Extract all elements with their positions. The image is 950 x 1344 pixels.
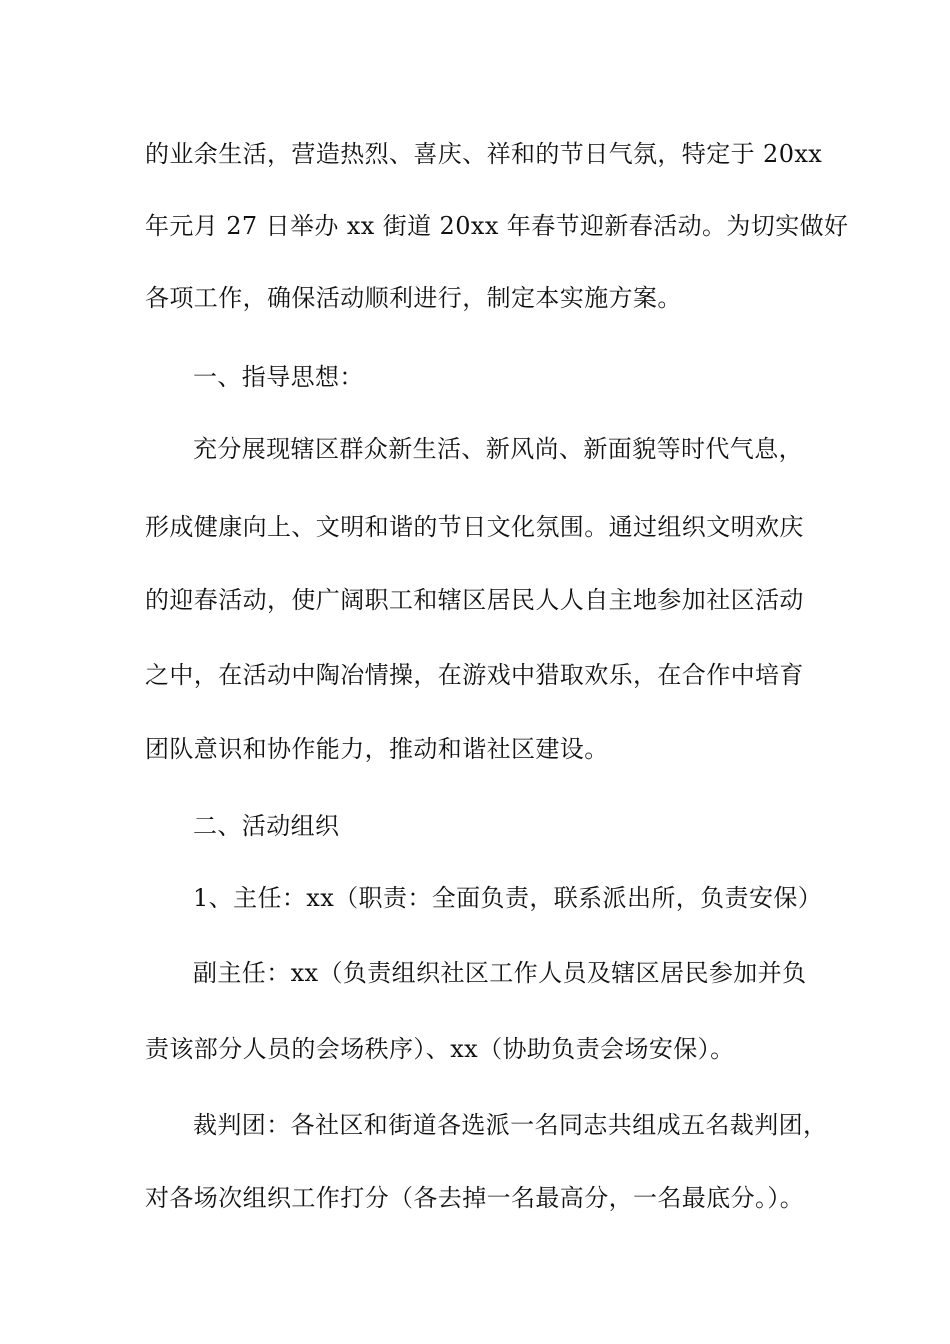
section-heading: 一、指导思想： [193, 363, 364, 391]
paragraph-line: 之中，在活动中陶冶情操，在游戏中猎取欢乐，在合作中培育 [145, 661, 804, 689]
paragraph-line: 副主任：xx（负责组织社区工作人员及辖区居民参加并负 [193, 959, 807, 987]
paragraph-line: 对各场次组织工作打分（各去掉一名最高分，一名最底分。）。 [145, 1184, 805, 1212]
paragraph-line: 责该部分人员的会场秩序）、xx（协助负责会场安保）。 [145, 1035, 735, 1063]
paragraph-line: 1、主任：xx（职责：全面负责，联系派出所，负责安保） [193, 884, 823, 912]
paragraph-line: 年元月 27 日举办 xx 街道 20xx 年春节迎新春活动。为切实做好 [145, 212, 849, 240]
section-heading: 二、活动组织 [193, 812, 340, 840]
paragraph-line: 团队意识和协作能力，推动和谐社区建设。 [145, 735, 609, 763]
paragraph-line: 各项工作，确保活动顺利进行，制定本实施方案。 [145, 284, 682, 312]
paragraph-line: 裁判团：各社区和街道各选派一名同志共组成五名裁判团， [193, 1111, 828, 1139]
paragraph-line: 形成健康向上、文明和谐的节日文化氛围。通过组织文明欢庆 [145, 513, 804, 541]
paragraph-line: 的迎春活动，使广阔职工和辖区居民人人自主地参加社区活动 [145, 586, 804, 614]
paragraph-line: 的业余生活，营造热烈、喜庆、祥和的节日气氛，特定于 20xx [145, 140, 823, 168]
paragraph-line: 充分展现辖区群众新生活、新风尚、新面貌等时代气息， [193, 435, 803, 463]
